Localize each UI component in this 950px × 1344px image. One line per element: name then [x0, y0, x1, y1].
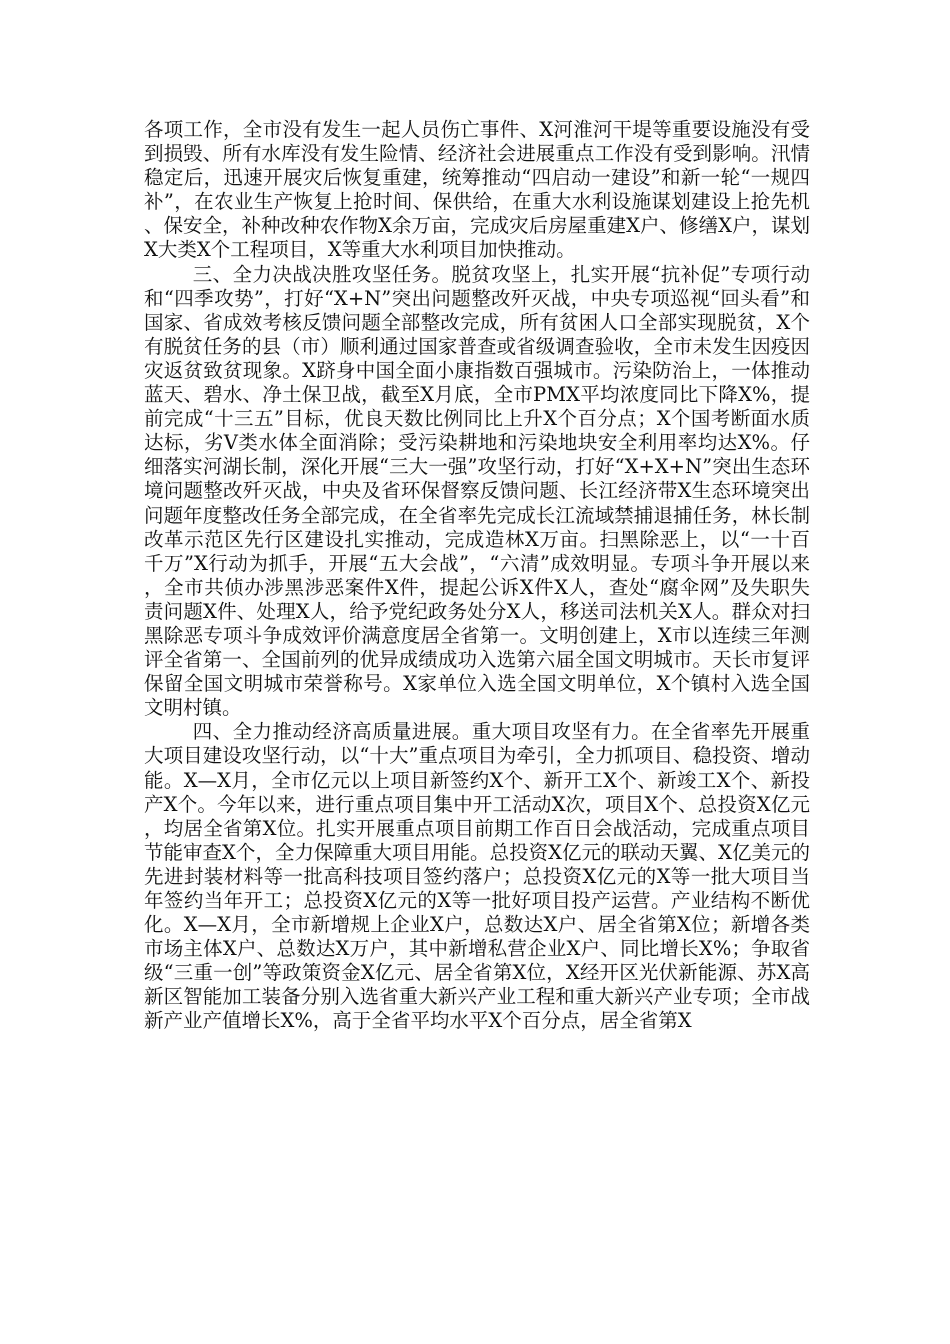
paragraph-flood-recovery: 各项工作，全市没有发生一起人员伤亡事件、X河淮河干堤等重要设施没有受到损毁、所有水库没有发生险情、经济社会进展重点工作没有受到影响。汛情稳定后，迅速开展灾后恢复重建，统筹推动“四启动一建设”和新一轮“一规四补”，在农业生产恢复上抢时间、保供给，在重大水利设施谋划建设上抢先机、保安全，补种改种农作物X余万亩，完成灾后房屋重建X户、修缮X户，谋划X大类X个工程项目，X等重大水利项目加快推动。 [144, 118, 810, 262]
body-text [144, 118, 810, 1034]
paragraph-tough-tasks: 三、全力决战决胜攻坚任务。脱贫攻坚上，扎实开展“抗补促”专项行动和“四季攻势”，打好“X+N”突出问题整改歼灭战，中央专项巡视“回头看”和国家、省成效考核反馈问题全部整改完成，所有贫困人口全部实现脱贫，X个有脱贫任务的县（市）顺利通过国家普查或省级调查验收，全市未发生因疫因灾返贫致贫现象。X跻身中国全面小康指数百强城市。污染防治上，一体推动蓝天、碧水、净土保卫战，截至X月底，全市PMX平均浓度同比下降X%，提前完成“十三五”目标，优良天数比例同比上升X个百分点；X个国考断面水质达标，劣Ⅴ类水体全面消除；受污染耕地和污染地块安全利用率均达X%。仔细落实河湖长制，深化开展“三大一强”攻坚行动，打好“X+X+N”突出生态环境问题整改歼灭战，中央及省环保督察反馈问题、长江经济带X生态环境突出问题年度整改任务全部完成，在全省率先完成长江流域禁捕退捕任务，林长制改革示范区先行区建设扎实推动，完成造林X万亩。扫黑除恶上，以“一十百千万”X行动为抓手，开展“五大会战”，“六清”成效明显。专项斗争开展以来，全市共侦办涉黑涉恶案件X件，提起公诉X件X人，查处“腐伞网”及失职失责问题X件、处理X人，给予党纪政务处分X人，移送司法机关X人。群众对扫黑除恶专项斗争成效评价满意度居全省第一。文明创建上，X市以连续三年测评全省第一、全国前列的优异成绩成功入选第六届全国文明城市。天长市复评保留全国文明城市荣誉称号。X家单位入选全国文明单位，X个镇村入选全国文明村镇。 [144, 262, 810, 720]
paragraph-economic-development: 四、全力推动经济高质量进展。重大项目攻坚有力。在全省率先开展重大项目建设攻坚行动，以“十大”重点项目为牵引，全力抓项目、稳投资、增动能。X—X月，全市亿元以上项目新签约X个、新开工X个、新竣工X个、新投产X个。今年以来，进行重点项目集中开工活动X次，项目X个、总投资X亿元，均居全省第X位。扎实开展重点项目前期工作百日会战活动，完成重点项目节能审查X个，全力保障重大项目用能。总投资X亿元的联动天翼、X亿美元的先进封装材料等一批高科技项目签约落户；总投资X亿元的X等一批大项目当年签约当年开工；总投资X亿元的X等一批好项目投产运营。产业结构不断优化。X—X月，全市新增规上企业X户，总数达X户、居全省第X位；新增各类市场主体X户、总数达X万户，其中新增私营企业X户、同比增长X%；争取省级“三重一创”等政策资金X亿元、居全省第X位，X经开区光伏新能源、苏X高新区智能加工装备分别入选省重大新兴产业工程和重大新兴产业专项；全市战新产业产值增长X%，高于全省平均水平X个百分点，居全省第X [144, 720, 810, 1033]
